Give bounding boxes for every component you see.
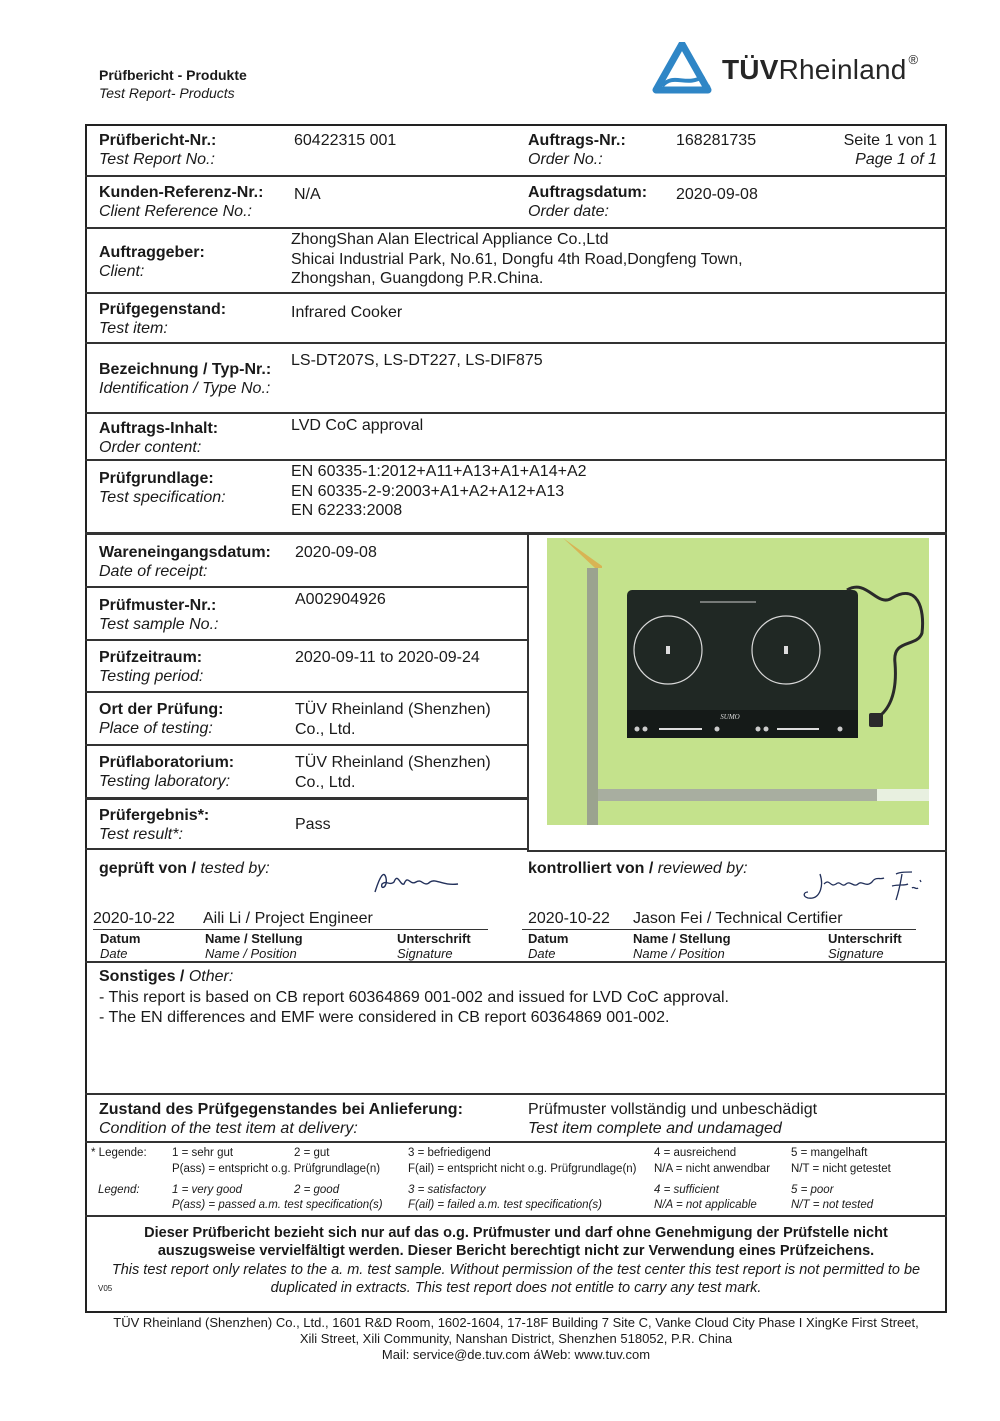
legend-label-de: * Legende:	[91, 1147, 147, 1159]
disclaimer-en: This test report only relates to the a. m. test sample. Without permission of the test center this test report is not permitted to be duplicated in extracts. This test report does not entitle to carry any test mark.	[111, 1262, 921, 1296]
receipt-date-label: Wareneingangsdatum: Date of receipt:	[99, 544, 271, 580]
type-no-label: Bezeichnung / Typ-Nr.: Identification / Type No.:	[99, 361, 272, 397]
legend-item: N/T = nicht getestet	[791, 1163, 891, 1175]
divider	[85, 1215, 947, 1217]
disclaimer-de: Dieser Prüfbericht bezieht sich nur auf das o.g. Prüfmuster und darf ohne Genehmigung der Prüfstelle nicht auszugsweise vervielfältigt werden. Dieser Bericht berechtigt nicht zur Verwendung eines Prüfzeichens.	[144, 1225, 888, 1259]
report-no-label: Prüfbericht-Nr.: Test Report No.:	[99, 132, 217, 168]
divider	[85, 744, 528, 746]
signature-line	[93, 929, 488, 930]
reviewed-by-name: Jason Fei / Technical Certifier	[633, 910, 843, 927]
order-no-value: 168281735	[676, 132, 757, 149]
tuv-triangle-logo-icon	[652, 42, 712, 94]
test-item-label: Prüfgegenstand: Test item:	[99, 301, 227, 337]
legend-item: 5 = poor	[791, 1184, 834, 1196]
legend-item: P(ass) = entspricht o.g. Prüfgrundlage(n)	[172, 1163, 381, 1175]
divider	[85, 292, 947, 294]
legend-item: 2 = gut	[294, 1147, 330, 1159]
divider	[85, 691, 528, 693]
condition-label: Zustand des Prüfgegenstandes bei Anlieferung: Condition of the test item at delivery:	[99, 1101, 463, 1137]
testing-period-value: 2020-09-11 to 2020-09-24	[295, 649, 480, 666]
document-title-en: Test Report- Products	[99, 85, 235, 101]
legend-item: N/A = not applicable	[654, 1199, 757, 1211]
report-no-value: 60422315 001	[294, 132, 397, 149]
order-date-label: Auftragsdatum: Order date:	[528, 184, 648, 220]
legend-item: 1 = sehr gut	[172, 1147, 234, 1159]
page-indicator: Seite 1 von 1 Page 1 of 1	[843, 132, 937, 168]
legend-item: 2 = good	[294, 1184, 340, 1196]
divider	[85, 412, 947, 414]
svg-text:SUMO: SUMO	[720, 713, 740, 721]
col-date: Datum Date	[528, 931, 569, 961]
client-value: ZhongShan Alan Electrical Appliance Co.,Ltd Shicai Industrial Park, No.61, Dongfu 4th Road,Dongfeng Town, Zhongshan, Guangdong P.R.China.	[291, 231, 743, 287]
order-content-value: LVD CoC approval	[291, 417, 424, 434]
test-item-value: Infrared Cooker	[291, 304, 403, 321]
testing-lab-label: Prüflaboratorium: Testing laboratory:	[99, 754, 235, 790]
divider	[85, 1093, 947, 1095]
place-of-testing-value: TÜV Rheinland (Shenzhen) Co., Ltd.	[295, 701, 491, 738]
client-ref-label: Kunden-Referenz-Nr.: Client Reference No.:	[99, 184, 264, 220]
reviewed-by-date: 2020-10-22	[528, 910, 610, 927]
other-heading: Sonstiges / Other:	[99, 968, 234, 985]
tested-by-signature	[372, 866, 462, 896]
legend-item: 5 = mangelhaft	[791, 1147, 868, 1159]
legend-item: 3 = befriedigend	[408, 1147, 491, 1159]
place-of-testing-label: Ort der Prüfung: Place of testing:	[99, 701, 224, 737]
legend-item: 4 = ausreichend	[654, 1147, 737, 1159]
product-photo	[547, 538, 929, 825]
order-content-label: Auftrags-Inhalt: Order content:	[99, 420, 219, 456]
test-result-label: Prüfergebnis*: Test result*:	[99, 807, 210, 843]
order-no-label: Auftrags-Nr.: Order No.:	[528, 132, 626, 168]
sample-no-value: A002904926	[295, 591, 386, 608]
col-date: Datum Date	[100, 931, 141, 961]
col-name: Name / Stellung Name / Position	[633, 931, 731, 961]
legend-item: 1 = very good	[172, 1184, 243, 1196]
divider	[85, 342, 947, 344]
client-label: Auftraggeber: Client:	[99, 244, 205, 280]
legend-item: F(ail) = entspricht nicht o.g. Prüfgrundlage(n)	[408, 1163, 637, 1175]
divider	[85, 586, 528, 588]
test-result-value: Pass	[295, 816, 331, 833]
test-spec-value: EN 60335-1:2012+A11+A13+A1+A14+A2 EN 60335-2-9:2003+A1+A2+A12+A13 EN 62233:2008	[291, 463, 587, 519]
reviewed-by-signature	[800, 866, 930, 906]
tuv-rheinland-logo	[652, 42, 952, 94]
divider	[85, 797, 528, 800]
legend-item: 3 = satisfactory	[408, 1184, 486, 1196]
type-no-value: LS-DT207S, LS-DT227, LS-DIF875	[291, 352, 543, 369]
sample-no-label: Prüfmuster-Nr.: Test sample No.:	[99, 597, 219, 633]
footer-address: TÜV Rheinland (Shenzhen) Co., Ltd., 1601 R&D Room, 1602-1604, 17-18F Building 7 Site C, Vanke Cloud City Phase I XingKe First Street, Xili Street, Xili Community, Nanshan District, Shenzhen 518052, P.R. China Mail: service@de.tuv.com áWeb: www.tuv.com	[113, 1315, 919, 1362]
divider	[85, 459, 947, 461]
logo-wordmark: TÜVRheinland ®	[722, 52, 919, 85]
tested-by-heading: geprüft von / tested by:	[99, 860, 270, 877]
reviewed-by-heading: kontrolliert von / reviewed by:	[528, 860, 748, 877]
other-notes: - This report is based on CB report 60364869 001-002 and issued for LVD CoC approval. - The EN differences and EMF were considered in CB report 60364869 001-002.	[99, 989, 729, 1026]
tested-by-date: 2020-10-22	[93, 910, 175, 927]
col-signature: Unterschrift Signature	[828, 931, 902, 961]
order-date-value: 2020-09-08	[676, 186, 758, 203]
divider	[85, 532, 947, 535]
legend-item: N/A = nicht anwendbar	[654, 1163, 771, 1175]
col-name: Name / Stellung Name / Position	[205, 931, 303, 961]
condition-value: Prüfmuster vollständig und unbeschädigt Test item complete and undamaged	[528, 1101, 818, 1137]
legend-item: 4 = sufficient	[654, 1184, 719, 1196]
divider	[527, 850, 947, 852]
test-spec-label: Prüfgrundlage: Test specification:	[99, 470, 226, 506]
divider	[85, 639, 528, 641]
legend-item: N/T = not tested	[791, 1199, 874, 1211]
document-title-de: Prüfbericht - Produkte	[99, 67, 247, 83]
legend-label-en: Legend:	[98, 1184, 140, 1196]
version-code: V05	[98, 1284, 113, 1293]
divider	[85, 175, 947, 177]
col-signature: Unterschrift Signature	[397, 931, 471, 961]
infrared-cooker-image	[547, 538, 929, 825]
legend-item: F(ail) = failed a.m. test specification(s)	[408, 1199, 602, 1211]
divider	[85, 961, 947, 963]
tested-by-name: Aili Li / Project Engineer	[203, 910, 373, 927]
testing-lab-value: TÜV Rheinland (Shenzhen) Co., Ltd.	[295, 754, 491, 791]
receipt-date-value: 2020-09-08	[295, 544, 377, 561]
divider	[85, 1141, 947, 1143]
legend-item: P(ass) = passed a.m. test specification(s)	[172, 1199, 383, 1211]
signature-line	[522, 929, 916, 930]
divider	[85, 227, 947, 229]
client-ref-value: N/A	[294, 186, 321, 203]
testing-period-label: Prüfzeitraum: Testing period:	[99, 649, 204, 685]
divider	[85, 848, 528, 850]
